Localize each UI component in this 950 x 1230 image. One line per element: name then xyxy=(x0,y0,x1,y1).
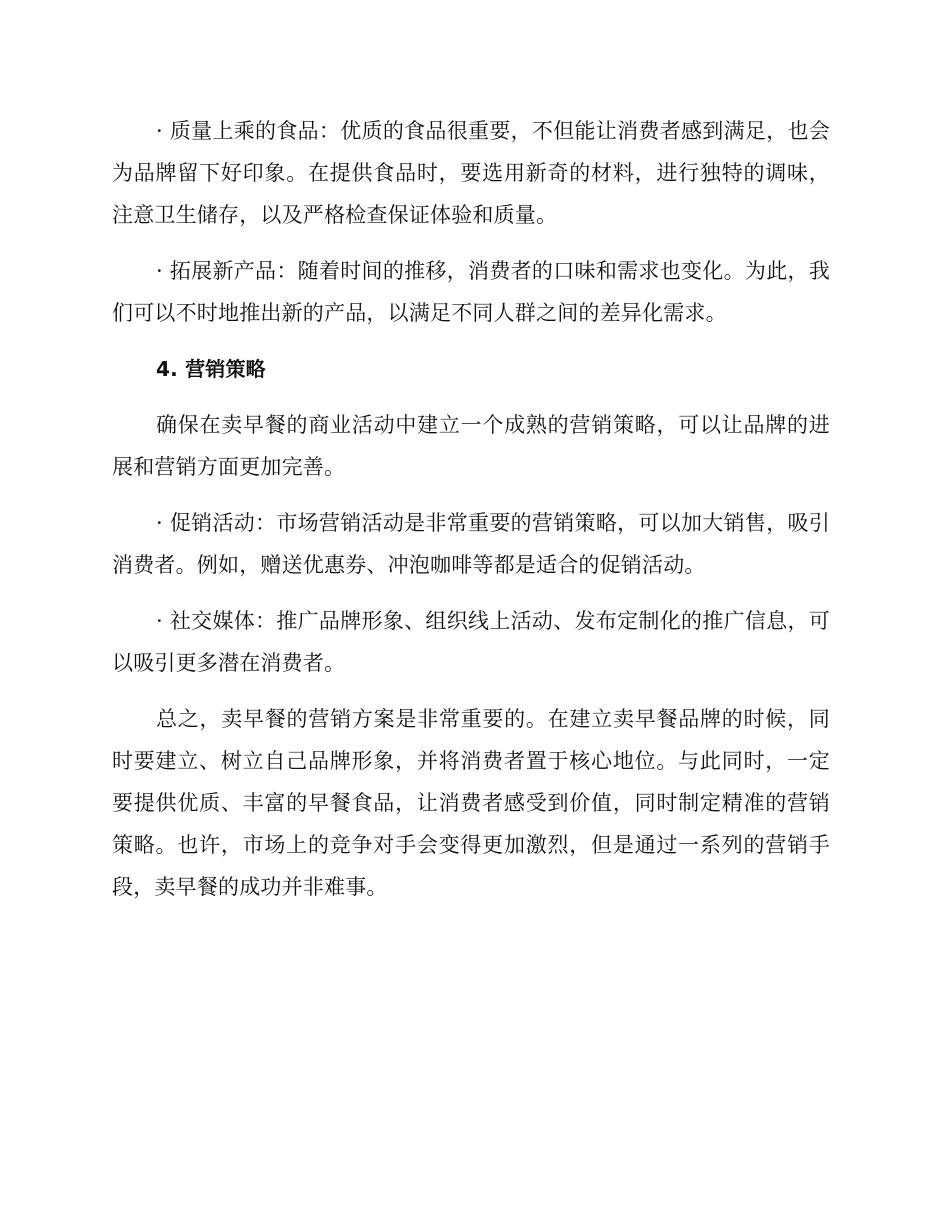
marketing-intro-paragraph: 确保在卖早餐的商业活动中建立一个成熟的营销策略，可以让品牌的进展和营销方面更加完善。 xyxy=(112,413,830,479)
conclusion-paragraph: 总之，卖早餐的营销方案是非常重要的。在建立卖早餐品牌的时候，同时要建立、树立自己品牌形象，并将消费者置于核心地位。与此同时，一定要提供优质、丰富的早餐食品，让消费者感受到价值，同时制定精准的营销策略。也许，市场上的竞争对手会变得更加激烈，但是通过一系列的营销手段，卖早餐的成功并非难事。 xyxy=(112,707,830,899)
bullet-promotions: · 促销活动：市场营销活动是非常重要的营销策略，可以加大销售，吸引消费者。例如，赠送优惠券、冲泡咖啡等都是适合的促销活动。 xyxy=(112,511,830,577)
section-heading-marketing-strategy: 4. 营销策略 xyxy=(156,357,266,381)
bullet-social-media: · 社交媒体：推广品牌形象、组织线上活动、发布定制化的推广信息，可以吸引更多潜在消费者。 xyxy=(112,609,830,675)
bullet-new-products: · 拓展新产品：随着时间的推移，消费者的口味和需求也变化。为此，我们可以不时地推出新的产品，以满足不同人群之间的差异化需求。 xyxy=(112,259,830,325)
bullet-quality-food: · 质量上乘的食品：优质的食品很重要，不但能让消费者感到满足，也会为品牌留下好印象。在提供食品时，要选用新奇的材料，进行独特的调味，注意卫生储存，以及严格检查保证体验和质量。 xyxy=(112,119,830,227)
document-body xyxy=(112,110,830,922)
